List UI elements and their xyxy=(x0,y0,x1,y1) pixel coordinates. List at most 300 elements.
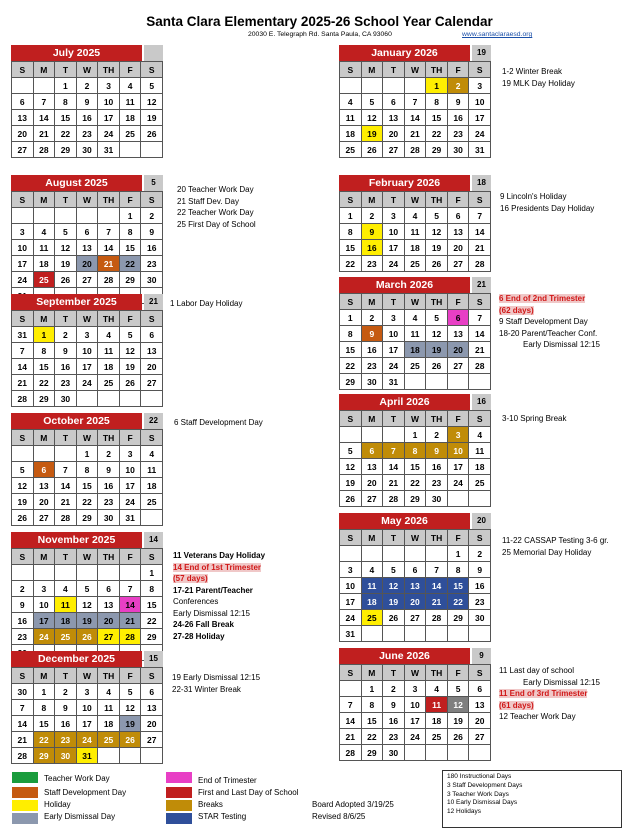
day-cell: 29 xyxy=(362,745,384,761)
day-cell: 8 xyxy=(362,697,384,713)
day-cell: 6 xyxy=(77,224,99,240)
month-name: September 2025 xyxy=(11,294,142,310)
day-cell: 14 xyxy=(469,326,491,342)
day-cell xyxy=(12,446,34,462)
day-cell xyxy=(141,748,163,764)
day-cell: 12 xyxy=(340,459,362,475)
day-cell: 24 xyxy=(383,358,405,374)
day-cell xyxy=(362,546,384,562)
stat-line: 3 Teacher Work Days xyxy=(447,790,509,798)
day-cell xyxy=(141,142,163,158)
day-cell: 13 xyxy=(362,459,384,475)
day-cell: 3 xyxy=(383,208,405,224)
day-cell: 25 xyxy=(426,729,448,745)
day-cell: 11 xyxy=(141,462,163,478)
day-cell: 16 xyxy=(448,110,470,126)
legend-star-testing: STAR Testing xyxy=(198,812,247,821)
day-cell: 26 xyxy=(120,375,142,391)
day-cell: 7 xyxy=(12,700,34,716)
day-header: F xyxy=(120,668,142,684)
day-cell: 16 xyxy=(12,613,34,629)
day-cell: 4 xyxy=(426,681,448,697)
day-cell: 2 xyxy=(469,546,491,562)
day-header: S xyxy=(469,62,491,78)
day-cell: 20 xyxy=(448,240,470,256)
day-cell: 17 xyxy=(34,613,56,629)
day-cell: 5 xyxy=(12,462,34,478)
month-calendar xyxy=(339,394,491,507)
day-cell: 2 xyxy=(448,78,470,94)
day-cell: 9 xyxy=(98,462,120,478)
legend-holiday: Holiday xyxy=(44,800,71,809)
day-cell: 6 xyxy=(383,94,405,110)
day-cell: 18 xyxy=(340,126,362,142)
september-notes xyxy=(170,298,242,310)
day-header: M xyxy=(34,668,56,684)
day-cell: 4 xyxy=(340,94,362,110)
day-cell: 15 xyxy=(141,597,163,613)
day-cell: 2 xyxy=(55,327,77,343)
day-cell: 3 xyxy=(340,562,362,578)
legend-swatch-breaks xyxy=(166,800,192,811)
day-cell: 4 xyxy=(120,78,142,94)
day-cell: 8 xyxy=(34,343,56,359)
day-cell: 21 xyxy=(469,240,491,256)
day-header: S xyxy=(141,430,163,446)
day-header: T xyxy=(383,665,405,681)
day-cell: 21 xyxy=(426,594,448,610)
day-cell: 29 xyxy=(34,748,56,764)
note: 25 First Day of School xyxy=(177,219,256,229)
day-cell: 17 xyxy=(340,594,362,610)
day-cell xyxy=(120,142,142,158)
day-cell: 1 xyxy=(34,684,56,700)
day-cell: 26 xyxy=(141,126,163,142)
day-cell: 21 xyxy=(12,732,34,748)
day-cell: 21 xyxy=(34,126,56,142)
day-cell: 25 xyxy=(55,629,77,645)
day-cell: 17 xyxy=(448,459,470,475)
day-cell: 4 xyxy=(141,446,163,462)
day-cell: 15 xyxy=(426,110,448,126)
day-cell: 25 xyxy=(340,142,362,158)
day-cell: 12 xyxy=(120,700,142,716)
day-header: F xyxy=(448,530,470,546)
day-cell: 5 xyxy=(448,681,470,697)
day-cell: 27 xyxy=(141,732,163,748)
day-cell: 28 xyxy=(98,272,120,288)
day-cell xyxy=(426,546,448,562)
day-cell: 10 xyxy=(77,700,99,716)
school-days-count: 21 xyxy=(472,277,491,293)
february-notes xyxy=(500,191,594,214)
stats-box xyxy=(442,770,622,828)
day-cell: 29 xyxy=(55,142,77,158)
day-cell: 9 xyxy=(55,343,77,359)
day-header: F xyxy=(120,62,142,78)
day-cell xyxy=(34,446,56,462)
day-cell: 30 xyxy=(98,510,120,526)
day-cell: 11 xyxy=(469,443,491,459)
month-name: June 2026 xyxy=(339,648,470,664)
day-cell xyxy=(469,491,491,507)
day-cell: 7 xyxy=(120,581,142,597)
day-cell: 29 xyxy=(77,510,99,526)
month-name: May 2026 xyxy=(339,513,470,529)
day-cell: 8 xyxy=(340,224,362,240)
note: 27-28 Holiday xyxy=(173,631,225,641)
day-cell: 16 xyxy=(383,713,405,729)
day-cell xyxy=(12,565,34,581)
note: 1-2 Winter Break xyxy=(502,67,563,76)
note: 6 Staff Development Day xyxy=(174,418,263,427)
day-cell: 7 xyxy=(405,94,427,110)
day-header: M xyxy=(34,549,56,565)
day-cell: 5 xyxy=(77,581,99,597)
day-cell: 16 xyxy=(362,240,384,256)
day-cell: 7 xyxy=(98,224,120,240)
day-cell: 4 xyxy=(55,581,77,597)
day-cell: 2 xyxy=(383,681,405,697)
day-cell: 19 xyxy=(362,126,384,142)
day-cell: 25 xyxy=(405,358,427,374)
day-cell: 11 xyxy=(120,94,142,110)
day-cell: 1 xyxy=(426,78,448,94)
note: 11 Last day of school xyxy=(499,666,575,675)
day-cell: 1 xyxy=(340,310,362,326)
day-cell: 18 xyxy=(98,359,120,375)
day-header: S xyxy=(340,62,362,78)
day-cell: 9 xyxy=(55,700,77,716)
day-header: F xyxy=(120,311,142,327)
day-header: T xyxy=(55,430,77,446)
day-cell: 19 xyxy=(12,494,34,510)
note: 25 Memorial Day Holiday xyxy=(502,547,592,557)
month-calendar xyxy=(339,175,491,272)
day-cell: 4 xyxy=(34,224,56,240)
day-cell: 9 xyxy=(141,224,163,240)
day-cell xyxy=(469,374,491,390)
day-cell: 19 xyxy=(120,359,142,375)
day-cell: 3 xyxy=(448,427,470,443)
note: (57 days) xyxy=(173,574,208,583)
day-cell: 1 xyxy=(120,208,142,224)
day-cell xyxy=(12,78,34,94)
day-cell: 7 xyxy=(469,310,491,326)
day-cell: 24 xyxy=(383,256,405,272)
note: 11 End of 3rd Trimester xyxy=(499,689,588,698)
day-cell: 15 xyxy=(405,459,427,475)
day-cell: 2 xyxy=(77,78,99,94)
day-header: M xyxy=(34,192,56,208)
day-cell: 27 xyxy=(12,142,34,158)
month-name: December 2025 xyxy=(11,651,142,667)
day-cell: 1 xyxy=(55,78,77,94)
school-days-count: 15 xyxy=(144,651,163,667)
day-cell: 6 xyxy=(448,208,470,224)
day-header: W xyxy=(77,192,99,208)
day-cell: 30 xyxy=(448,142,470,158)
day-cell: 11 xyxy=(98,700,120,716)
day-cell: 3 xyxy=(12,224,34,240)
day-cell: 22 xyxy=(362,729,384,745)
note: 24-26 Fall Break xyxy=(173,620,234,629)
day-header: S xyxy=(469,294,491,310)
day-cell: 29 xyxy=(426,142,448,158)
day-cell: 15 xyxy=(34,359,56,375)
school-days-count: 14 xyxy=(144,532,163,548)
month-calendar xyxy=(339,648,491,761)
day-cell: 3 xyxy=(383,310,405,326)
day-cell: 29 xyxy=(405,491,427,507)
day-cell: 4 xyxy=(469,427,491,443)
day-cell: 13 xyxy=(141,343,163,359)
day-header: TH xyxy=(426,411,448,427)
day-cell xyxy=(98,748,120,764)
day-cell: 22 xyxy=(34,732,56,748)
day-cell: 16 xyxy=(362,342,384,358)
day-header: TH xyxy=(426,62,448,78)
day-header: S xyxy=(340,192,362,208)
month-name: January 2026 xyxy=(339,45,470,61)
day-header: W xyxy=(77,668,99,684)
day-cell: 9 xyxy=(12,597,34,613)
day-header: TH xyxy=(98,311,120,327)
day-cell: 16 xyxy=(55,359,77,375)
day-cell: 28 xyxy=(34,142,56,158)
day-header: S xyxy=(12,192,34,208)
day-header: TH xyxy=(98,62,120,78)
day-cell: 20 xyxy=(405,594,427,610)
day-cell: 8 xyxy=(405,443,427,459)
day-cell: 17 xyxy=(77,716,99,732)
day-cell: 14 xyxy=(34,110,56,126)
day-cell: 14 xyxy=(98,240,120,256)
day-cell: 18 xyxy=(362,594,384,610)
day-cell: 21 xyxy=(469,342,491,358)
day-cell: 18 xyxy=(120,110,142,126)
day-cell: 9 xyxy=(383,697,405,713)
day-cell xyxy=(340,681,362,697)
day-cell: 11 xyxy=(405,224,427,240)
day-header: T xyxy=(55,311,77,327)
day-cell: 11 xyxy=(405,326,427,342)
day-cell: 5 xyxy=(362,94,384,110)
day-cell: 6 xyxy=(362,443,384,459)
day-cell: 31 xyxy=(12,327,34,343)
day-header: T xyxy=(383,62,405,78)
note: (61 days) xyxy=(499,700,534,710)
march-notes xyxy=(499,293,600,351)
day-header: S xyxy=(340,530,362,546)
day-cell: 31 xyxy=(120,510,142,526)
day-header: F xyxy=(448,665,470,681)
day-cell: 26 xyxy=(55,272,77,288)
day-header: W xyxy=(405,294,427,310)
legend-breaks: Breaks xyxy=(198,800,223,809)
day-cell: 7 xyxy=(469,208,491,224)
june-notes xyxy=(499,665,600,723)
day-cell: 6 xyxy=(141,684,163,700)
day-cell: 27 xyxy=(405,610,427,626)
day-cell: 3 xyxy=(34,581,56,597)
day-cell xyxy=(120,565,142,581)
day-cell: 25 xyxy=(362,610,384,626)
day-cell: 20 xyxy=(469,713,491,729)
day-cell: 3 xyxy=(77,684,99,700)
day-header: W xyxy=(405,411,427,427)
day-header: TH xyxy=(98,192,120,208)
month-name: February 2026 xyxy=(339,175,470,191)
day-cell: 30 xyxy=(426,491,448,507)
legend-swatch-first-last xyxy=(166,787,192,798)
day-cell: 24 xyxy=(405,729,427,745)
day-cell: 31 xyxy=(98,142,120,158)
month-calendar xyxy=(11,651,163,764)
day-cell: 30 xyxy=(55,748,77,764)
month-calendar xyxy=(339,513,491,642)
day-header: S xyxy=(340,294,362,310)
day-cell xyxy=(383,546,405,562)
day-cell: 22 xyxy=(77,494,99,510)
day-cell: 11 xyxy=(362,578,384,594)
day-cell: 11 xyxy=(34,240,56,256)
day-cell: 3 xyxy=(120,446,142,462)
day-cell: 18 xyxy=(469,459,491,475)
day-cell: 4 xyxy=(405,310,427,326)
day-cell: 29 xyxy=(34,391,56,407)
day-cell: 22 xyxy=(426,126,448,142)
day-cell: 6 xyxy=(34,462,56,478)
day-cell: 28 xyxy=(12,391,34,407)
day-cell: 23 xyxy=(362,358,384,374)
day-cell: 19 xyxy=(55,256,77,272)
note: Early Dismissal 12:15 xyxy=(523,340,600,349)
day-cell: 23 xyxy=(383,729,405,745)
legend-swatch-staff-dev xyxy=(12,787,38,798)
day-cell: 10 xyxy=(98,94,120,110)
day-header: F xyxy=(120,430,142,446)
day-cell: 9 xyxy=(77,94,99,110)
day-header: M xyxy=(34,311,56,327)
day-cell: 5 xyxy=(120,684,142,700)
day-header: F xyxy=(448,192,470,208)
day-cell: 5 xyxy=(383,562,405,578)
day-header: S xyxy=(141,549,163,565)
day-cell: 24 xyxy=(120,494,142,510)
school-days-count: 18 xyxy=(472,175,491,191)
day-header: W xyxy=(77,549,99,565)
legend-staff-dev-day: Staff Development Day xyxy=(44,788,127,797)
day-cell: 22 xyxy=(55,126,77,142)
day-cell: 15 xyxy=(77,478,99,494)
note: 11 Veterans Day Holiday xyxy=(173,551,266,560)
day-cell: 30 xyxy=(383,745,405,761)
day-cell: 17 xyxy=(383,342,405,358)
day-cell: 5 xyxy=(340,443,362,459)
school-days-count xyxy=(144,45,163,61)
day-cell xyxy=(120,391,142,407)
day-cell: 23 xyxy=(98,494,120,510)
day-cell xyxy=(34,78,56,94)
day-header: M xyxy=(362,530,384,546)
month-name: October 2025 xyxy=(11,413,142,429)
day-header: W xyxy=(405,530,427,546)
day-header: TH xyxy=(98,430,120,446)
day-cell: 12 xyxy=(426,326,448,342)
day-header: W xyxy=(405,62,427,78)
legend-swatch-teacher-work xyxy=(12,772,38,783)
day-cell xyxy=(362,78,384,94)
day-cell: 24 xyxy=(448,475,470,491)
note: 1 Labor Day Holiday xyxy=(170,299,243,308)
day-cell: 10 xyxy=(77,343,99,359)
day-cell: 14 xyxy=(383,459,405,475)
day-header: T xyxy=(383,411,405,427)
day-cell: 22 xyxy=(340,256,362,272)
day-cell: 1 xyxy=(362,681,384,697)
day-cell: 28 xyxy=(120,629,142,645)
day-cell: 3 xyxy=(469,78,491,94)
day-cell xyxy=(383,427,405,443)
school-days-count: 21 xyxy=(144,294,163,310)
day-cell: 17 xyxy=(77,359,99,375)
day-cell: 18 xyxy=(426,713,448,729)
day-cell: 5 xyxy=(426,310,448,326)
day-cell: 16 xyxy=(98,478,120,494)
day-cell: 8 xyxy=(448,562,470,578)
day-cell: 8 xyxy=(77,462,99,478)
day-cell: 18 xyxy=(405,240,427,256)
day-cell: 22 xyxy=(120,256,142,272)
day-cell: 9 xyxy=(426,443,448,459)
day-header: TH xyxy=(98,668,120,684)
day-cell: 31 xyxy=(469,142,491,158)
day-cell: 3 xyxy=(405,681,427,697)
day-header: W xyxy=(77,62,99,78)
april-notes xyxy=(502,413,566,425)
day-cell: 10 xyxy=(12,240,34,256)
school-days-count: 19 xyxy=(472,45,491,61)
day-cell xyxy=(141,510,163,526)
day-header: M xyxy=(362,411,384,427)
day-cell: 29 xyxy=(448,610,470,626)
revised-date: Revised 8/6/25 xyxy=(312,812,366,821)
day-cell: 2 xyxy=(12,581,34,597)
day-cell: 21 xyxy=(405,126,427,142)
day-cell: 26 xyxy=(12,510,34,526)
stat-line: 10 Early Dismissal Days xyxy=(447,799,518,807)
day-cell: 10 xyxy=(340,578,362,594)
november-notes xyxy=(173,550,265,642)
day-cell: 9 xyxy=(362,224,384,240)
day-cell: 27 xyxy=(448,358,470,374)
october-notes xyxy=(174,417,263,429)
day-cell: 21 xyxy=(12,375,34,391)
day-cell: 14 xyxy=(12,359,34,375)
day-cell: 28 xyxy=(383,491,405,507)
day-cell: 4 xyxy=(98,327,120,343)
day-header: M xyxy=(362,294,384,310)
day-header: TH xyxy=(98,549,120,565)
day-cell: 28 xyxy=(405,142,427,158)
legend-swatch-early-dismissal xyxy=(12,813,38,824)
day-cell: 1 xyxy=(141,565,163,581)
day-header: W xyxy=(405,665,427,681)
day-header: T xyxy=(55,62,77,78)
day-cell xyxy=(426,374,448,390)
website-link[interactable]: www.santaclaraesd.org xyxy=(462,31,533,38)
